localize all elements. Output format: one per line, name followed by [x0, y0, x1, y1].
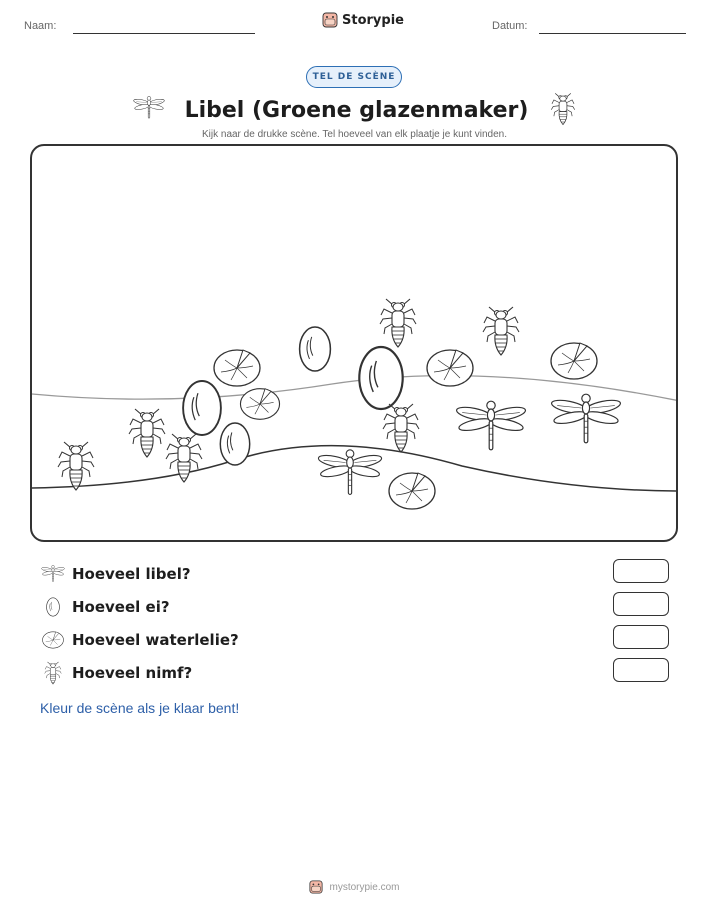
- nymph-icon: [380, 299, 416, 347]
- nymph-icon: [58, 442, 94, 490]
- nymph-icon: [383, 404, 419, 452]
- instructions: Kijk naar de drukke scène. Tel hoeveel van elk plaatje je kunt vinden.: [201, 129, 507, 140]
- question-text: Hoeveel nimf?: [72, 664, 193, 682]
- waterlily-icon: [427, 350, 473, 386]
- dragonfly-icon: [550, 394, 621, 443]
- activity-badge: TEL DE SCÈNE: [306, 66, 402, 88]
- water-line: [32, 376, 678, 401]
- waterlily-icon: [214, 350, 260, 386]
- answer-box[interactable]: [613, 559, 669, 583]
- dragonfly-icon: [133, 92, 165, 124]
- nymph-icon: [129, 409, 165, 457]
- scene-illustration: [32, 146, 678, 542]
- name-label: Naam:: [24, 20, 57, 32]
- footer: [0, 880, 709, 894]
- brand-logo: [322, 12, 404, 28]
- dragonfly-icon: [455, 401, 526, 450]
- waterlily-icon: [240, 389, 279, 420]
- waterlily-icon: [551, 343, 597, 379]
- footer-url[interactable]: mystorypie.com: [329, 881, 400, 893]
- egg-icon: [359, 347, 402, 409]
- question-text: Hoeveel waterlelie?: [72, 631, 239, 649]
- storypie-logo-icon: [322, 12, 338, 28]
- egg-icon: [43, 596, 63, 618]
- egg-icon: [183, 381, 221, 435]
- waterlily-icon: [41, 630, 65, 650]
- question-row: [40, 562, 191, 586]
- question-row: [40, 661, 192, 685]
- answer-box[interactable]: [613, 625, 669, 649]
- date-line[interactable]: [539, 33, 686, 34]
- question-row: [40, 628, 239, 652]
- nymph-icon: [166, 434, 202, 482]
- brand-name: Storypie: [342, 12, 404, 28]
- color-instruction: Kleur de scène als je klaar bent!: [40, 700, 240, 716]
- title-text: Libel (Groene glazenmaker): [184, 98, 529, 123]
- storypie-logo-icon: [309, 880, 323, 894]
- question-row: [40, 595, 170, 619]
- answer-box[interactable]: [613, 658, 669, 682]
- egg-icon: [300, 327, 331, 371]
- counting-scene: [30, 144, 678, 542]
- name-line[interactable]: [73, 33, 255, 34]
- question-text: Hoeveel ei?: [72, 598, 170, 616]
- question-text: Hoeveel libel?: [72, 565, 191, 583]
- dragonfly-icon: [317, 450, 382, 495]
- waterlily-icon: [389, 473, 435, 509]
- dragonfly-icon: [41, 563, 65, 585]
- egg-icon: [220, 423, 249, 465]
- page-title: [0, 92, 709, 126]
- nymph-icon: [43, 661, 63, 685]
- answer-box[interactable]: [613, 592, 669, 616]
- date-label: Datum:: [492, 20, 528, 32]
- nymph-icon: [550, 92, 576, 126]
- nymph-icon: [483, 307, 519, 355]
